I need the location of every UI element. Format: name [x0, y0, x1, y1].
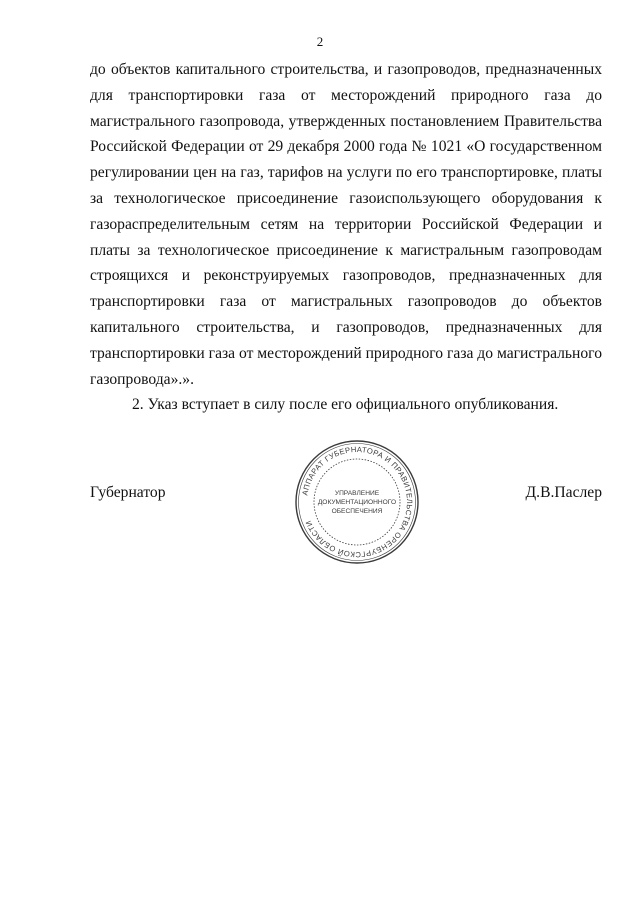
- stamp-center-line-3: ОБЕСПЕЧЕНИЯ: [331, 508, 383, 515]
- signatory-name: Д.В.Паслер: [525, 484, 602, 501]
- page-number: 2: [316, 34, 324, 49]
- stamp-seal-graphic: [294, 439, 420, 565]
- official-stamp: [294, 439, 420, 565]
- paragraph-continuation: до объектов капитального строительства, и газопроводов, предназначенных для транспортировки газа от месторождений природного газа до магистрального газопровода, утвержденных постановлением Правительства Российской Федерации от 29 декабря 2000 года № 1021 «О государственном регулировании цен на газ, тарифов на услуги по его транспортировке, платы за технологическое присоединение газоиспользующего оборудования к газораспределительным сетям на территории Российской Федерации и платы за технологическое присоединение к магистральным газопроводам строящихся и реконструируемых газопроводов, предназначенных для транспортировки газа от магистральных газопроводов до объектов капитального строительства, и газопроводов, предназначенных для транспортировки газа от месторождений природного газа до магистрального газопровода».».: [90, 61, 602, 388]
- stamp-center-line-1: УПРАВЛЕНИЕ: [334, 490, 380, 497]
- paragraph-effective-date: 2. Указ вступает в силу после его официального опубликования.: [132, 396, 559, 414]
- document-body: [90, 57, 602, 418]
- signatory-title: Губернатор: [90, 484, 166, 501]
- stamp-center-line-2: ДОКУМЕНТАЦИОННОГО: [317, 499, 397, 506]
- stamp-ring-text: АППАРАТ ГУБЕРНАТОРА И ПРАВИТЕЛЬСТВА ОРЕНБУРГСКОЙ ОБЛАСТИ: [300, 444, 415, 560]
